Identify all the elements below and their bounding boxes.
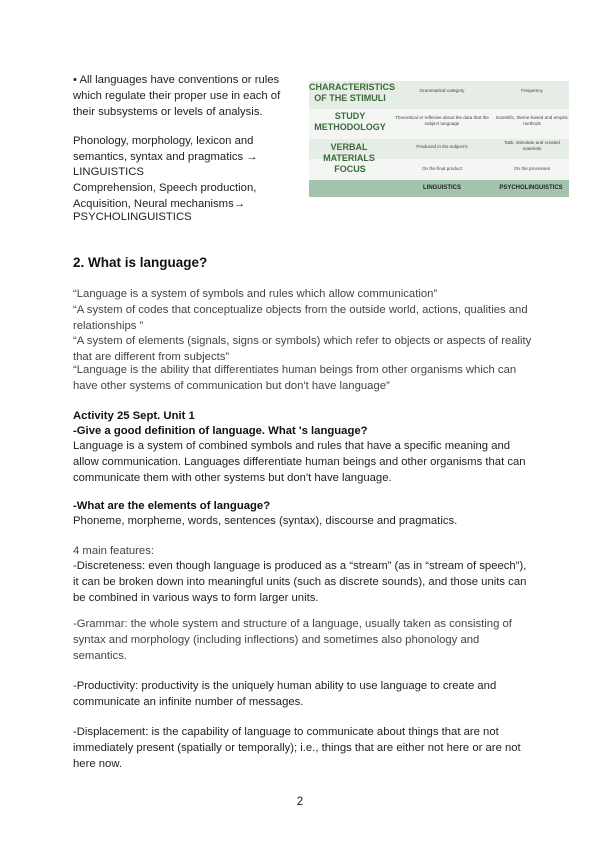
table-cell: Produced in the subject's [416, 144, 468, 149]
quote: “Language is a system of symbols and rules which allow communication” [73, 288, 438, 300]
table-footer [309, 180, 569, 197]
table-cell: Theoretical or reflexive about the data that the subject language [395, 115, 489, 126]
footer-linguistics: LINGUISTICS [422, 185, 461, 191]
psycholinguistics-levels: Comprehension, Speech production, Acquisition, Neural mechanisms→ [73, 182, 257, 210]
feature-discreteness: -Discreteness: even though language is produced as a “stream” (as in “stream of speech”), it can be broken down into meaningful units (such as discrete sounds), and those units can be combined in various ways to form larger units. [73, 560, 527, 604]
quote: “A system of codes that conceptualize objects from the outside world, actions, qualities and relationships ” [73, 304, 528, 332]
activity-question-1: -Give a good definition of language. What 's language? [73, 425, 368, 437]
table-cell: Scientific, theme-based and empiric methods [495, 115, 569, 126]
table-cell: On the processes [513, 166, 550, 171]
activity-question-2: -What are the elements of language? [73, 500, 271, 512]
section-title: 2. What is language? [73, 255, 208, 270]
table-row-header: FOCUS [334, 164, 366, 174]
features-heading: 4 main features: [73, 545, 155, 557]
intro-bullet: • All languages have conventions or rules which regulate their proper use in each of their subsystems or levels of analysis. [73, 74, 281, 118]
footer-psycholinguistics: PSYCHOLINGUISTICS [499, 185, 563, 191]
table-row-header: VERBAL MATERIALS [323, 142, 375, 163]
linguistics-levels: Phonology, morphology, lexicon and semantics, syntax and pragmatics → [73, 135, 258, 163]
page-number: 2 [296, 796, 304, 808]
linguistics-label: LINGUISTICS [73, 166, 144, 178]
table-row-header: CHARACTERISTICS OF THE STIMULI [309, 82, 396, 103]
feature-displacement: -Displacement: is the capability of language to communicate about things that are not immediately present (spatially or temporally); i.e., things that are either not here or are not here now. [73, 726, 521, 770]
psycholinguistics-label: PSYCHOLINGUISTICS [73, 211, 192, 223]
table-cell: Frequency [521, 88, 543, 93]
table-cell: On the final product [421, 166, 463, 171]
comparison-table-figure [309, 81, 569, 197]
table-cell: Task, stimulate and created materials [504, 140, 560, 151]
activity-title: Activity 25 Sept. Unit 1 [73, 410, 195, 422]
feature-grammar: -Grammar: the whole system and structure of a language, usually taken as consisting of syntax and morphology (including inflections) and sometimes also phonology and semantics. [73, 618, 512, 662]
quote: “A system of elements (signals, signs or symbols) which refer to objects or aspects of reality that are different from subjects” [73, 335, 532, 363]
quote: “Language is the ability that differentiates human beings from other organisms which can have other systems of communication but don't have language” [73, 364, 517, 392]
table-cell: Grammatical category [419, 88, 465, 93]
activity-answer-2: Phoneme, morpheme, words, sentences (syntax), discourse and pragmatics. [73, 515, 458, 527]
table-row-header: STUDY METHODOLOGY [314, 111, 386, 132]
feature-productivity: -Productivity: productivity is the uniquely human ability to use language to create and communicate an infinite number of messages. [73, 680, 497, 708]
activity-answer-1: Language is a system of combined symbols and rules that have a specific meaning and allow communication. Languages differentiate human beings and other organisms that can communicate them with other systems but don't have language. [73, 440, 526, 484]
